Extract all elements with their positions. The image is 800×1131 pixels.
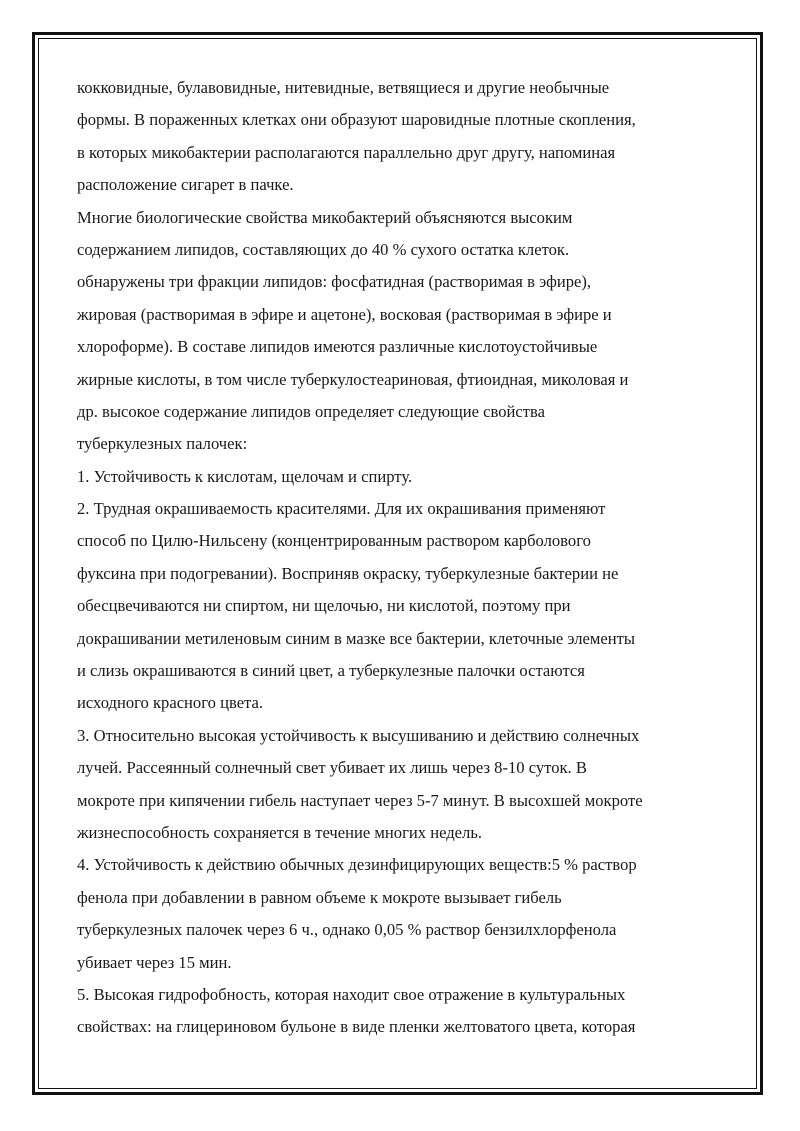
text-line: докрашивании метиленовым синим в мазке все бактерии, клеточные элементы xyxy=(77,628,636,648)
text-line: фуксина при подогревании). Восприняв окраску, туберкулезные бактерии не xyxy=(77,563,619,583)
text-line: способ по Цилю-Нильсену (концентрированным раствором карболового xyxy=(77,531,591,551)
text-line: др. высокое содержание липидов определяет следующие свойства xyxy=(77,401,546,421)
text-line: кокковидные, булавовидные, нитевидные, ветвящиеся и другие необычные xyxy=(77,78,610,97)
text-line: свойствах: на глицериновом бульоне в виде пленки желтоватого цвета, которая xyxy=(77,1017,636,1037)
text-line: фенола при добавлении в равном объеме к мокроте вызывает гибель xyxy=(77,887,562,907)
text-line: и слизь окрашиваются в синий цвет, а туберкулезные палочки остаются xyxy=(77,661,585,681)
text-line: Многие биологические свойства микобактерий объясняются высоким xyxy=(77,207,573,227)
text-line: 2. Трудная окрашиваемость красителями. Для их окрашивания применяют xyxy=(77,499,606,519)
text-line: 5. Высокая гидрофобность, которая находит свое отражение в культуральных xyxy=(77,984,626,1004)
text-line: исходного красного цвета. xyxy=(77,693,264,713)
text-line: мокроте при кипячении гибель наступает через 5-7 минут. В высохшей мокроте xyxy=(77,790,643,810)
text-line: обнаружены три фракции липидов: фосфатидная (растворимая в эфире), xyxy=(77,272,592,292)
text-line: лучей. Рассеянный солнечный свет убивает их лишь через 8-10 суток. В xyxy=(77,758,587,778)
text-line: туберкулезных палочек: xyxy=(77,434,248,454)
text-line: убивает через 15 мин. xyxy=(77,952,232,972)
text-line: 1. Устойчивость к кислотам, щелочам и спирту. xyxy=(77,466,413,486)
text-line: жировая (растворимая в эфире и ацетоне), восковая (растворимая в эфире и xyxy=(77,304,612,324)
text-line: содержанием липидов, составляющих до 40 % сухого остатка клеток. xyxy=(77,239,570,259)
document-body xyxy=(77,72,727,1044)
text-line: обесцвечиваются ни спиртом, ни щелочью, ни кислотой, поэтому при xyxy=(77,596,571,616)
text-line: формы. В пораженных клетках они образуют шаровидные плотные скопления, xyxy=(77,110,636,130)
text-line: расположение сигарет в пачке. xyxy=(77,175,294,195)
text-line: хлороформе). В составе липидов имеются различные кислотоустойчивые xyxy=(77,337,598,357)
text-line: 4. Устойчивость к действию обычных дезинфицирующих веществ:5 % раствор xyxy=(77,855,637,875)
text-line: в которых микобактерии располагаются параллельно друг другу, напоминая xyxy=(77,142,616,162)
text-line: жирные кислоты, в том числе туберкулостеариновая, фтиоидная, миколовая и xyxy=(77,369,629,389)
text-line: 3. Относительно высокая устойчивость к высушиванию и действию солнечных xyxy=(77,725,640,745)
text-line: жизнеспособность сохраняется в течение многих недель. xyxy=(77,822,483,842)
text-line: туберкулезных палочек через 6 ч., однако 0,05 % раствор бензилхлорфенола xyxy=(77,920,617,940)
